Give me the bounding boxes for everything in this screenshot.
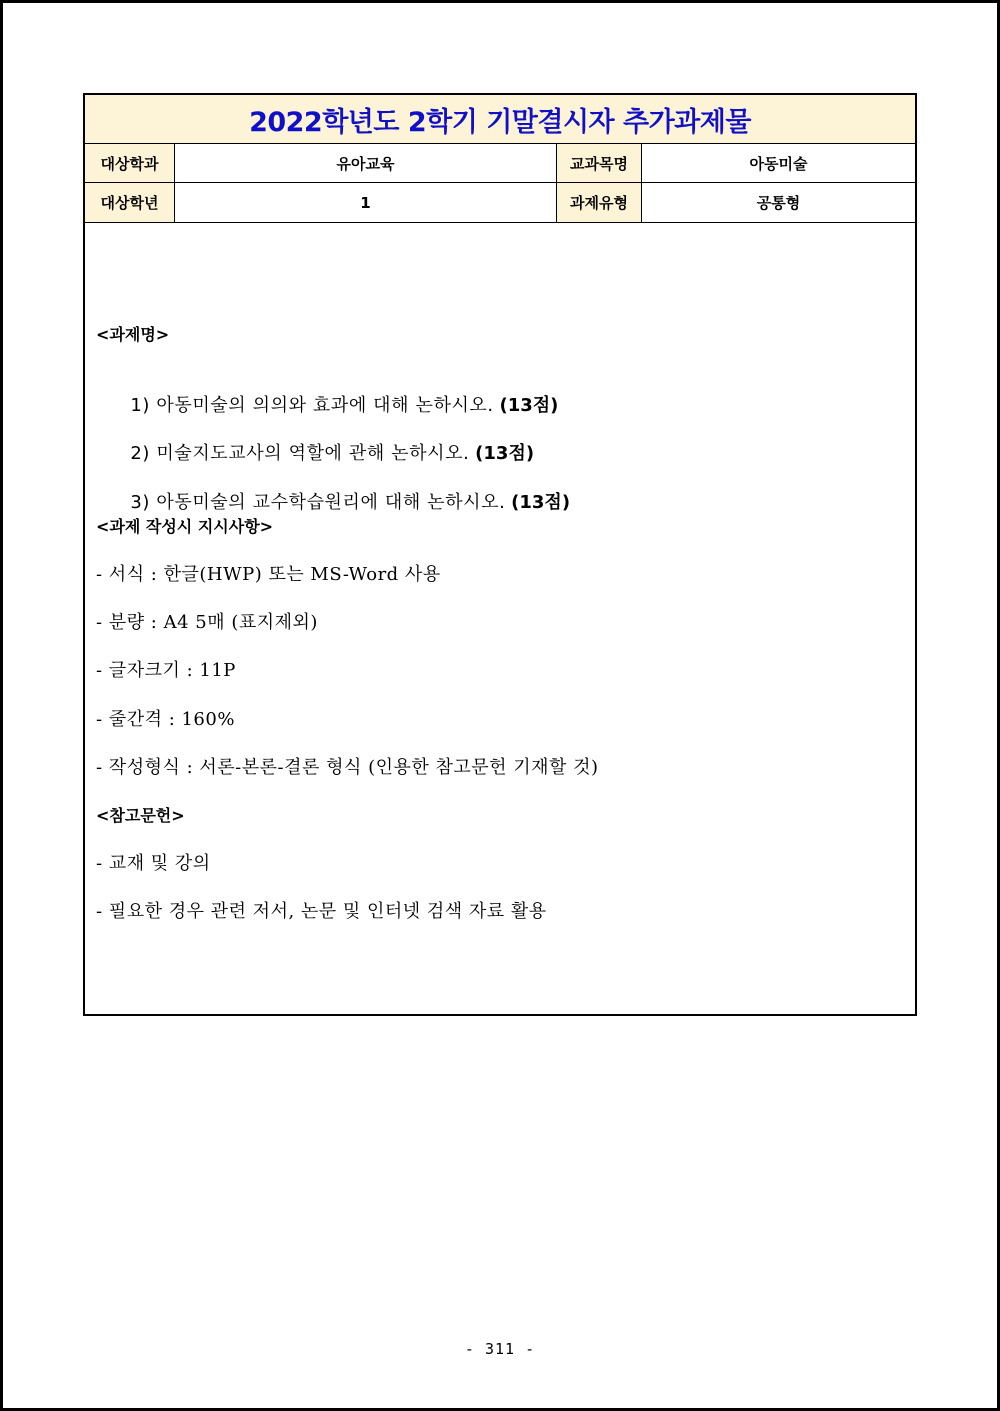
question-3-text: 3) 아동미술의 교수학습원리에 대해 논하시오.	[130, 492, 506, 513]
target-grade-label: 대상학년	[85, 183, 175, 222]
instruction-item-font-size: - 글자크기 : 11P	[96, 660, 236, 681]
question-3-score: (13점)	[511, 492, 571, 513]
question-2-text: 2) 미술지도교사의 역할에 관해 논하시오.	[130, 443, 470, 464]
instruction-item-structure: - 작성형식 : 서론-본론-결론 형식 (인용한 참고문헌 기재할 것)	[96, 757, 599, 778]
question-1-score: (13점)	[499, 395, 559, 416]
reference-item-additional: - 필요한 경우 관련 저서, 논문 및 인터넷 검색 자료 활용	[96, 901, 547, 922]
document-title: 2022학년도 2학기 기말결시자 추가과제물	[249, 106, 751, 138]
assignment-type-value: 공통형	[756, 194, 801, 212]
assignment-title-heading: <과제명>	[96, 325, 170, 344]
target-grade-value: 1	[175, 183, 557, 222]
page-number: - 311 -	[464, 1340, 536, 1358]
instruction-item-format: - 서식 : 한글(HWP) 또는 MS-Word 사용	[96, 564, 441, 585]
assignment-type-label: 과제유형	[557, 183, 642, 222]
question-1-text: 1) 아동미술의 의의와 효과에 대해 논하시오.	[130, 395, 494, 416]
assignment-sheet	[83, 93, 917, 1016]
instructions-heading: <과제 작성시 지시사항>	[96, 517, 274, 536]
info-row-grade	[85, 183, 915, 223]
instruction-item-line-spacing: - 줄간격 : 160%	[96, 709, 235, 730]
course-name-label: 교과목명	[557, 144, 642, 182]
info-row-department	[85, 144, 915, 183]
course-name-value: 아동미술	[749, 154, 808, 173]
target-department-label: 대상학과	[85, 144, 175, 182]
title-row	[85, 95, 915, 144]
reference-item-textbook: - 교재 및 강의	[96, 853, 211, 874]
instruction-item-length: - 분량 : A4 5매 (표지제외)	[96, 612, 318, 633]
target-department-value: 유아교육	[175, 144, 557, 182]
references-heading: <참고문헌>	[96, 806, 185, 825]
question-2-score: (13점)	[475, 443, 535, 464]
